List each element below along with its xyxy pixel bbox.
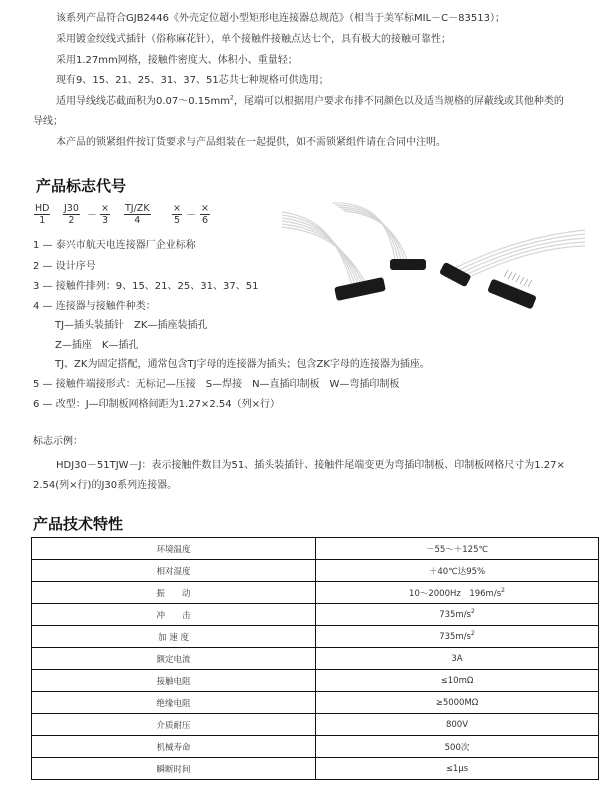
- spec-value-text: ＋40℃达95%: [428, 566, 486, 577]
- spec-row: [32, 560, 599, 582]
- spec-value: [316, 626, 599, 648]
- spec-label: 绝缘电阻: [32, 692, 316, 714]
- spec-label: 介质耐压: [32, 714, 316, 736]
- spec-label: 加 速 度: [32, 626, 316, 648]
- intro-line-wire-cont: 导线；: [33, 116, 63, 127]
- designation-item-4: 4 — 连接器与接触件种类：: [33, 301, 156, 312]
- code-part-5-top: ×: [173, 203, 181, 214]
- connector-left: [334, 277, 386, 301]
- connector-product-image: [280, 190, 600, 315]
- code-part-2-bottom: 2: [68, 215, 75, 226]
- code-part-5-bottom: 5: [173, 215, 180, 226]
- pcb-pins: [504, 270, 532, 287]
- wire-sup: 2: [230, 94, 234, 102]
- intro-line-grid: 采用1.27mm网格，接触件密度大、体积小、重量轻；: [56, 55, 298, 66]
- connector-right-plug: [439, 262, 472, 288]
- spec-row: [32, 692, 599, 714]
- intro-line-standard: 该系列产品符合GJB2446《外壳定位超小型矩形电连接器总规范》（相当于美军标MIL－C－83513）；: [56, 13, 505, 24]
- code-part-5: [172, 203, 182, 227]
- example-line-2: 2.54(列×行)的J30系列连接器。: [33, 480, 178, 491]
- code-part-3: [100, 203, 110, 227]
- designation-item-4b: Z—插座 K—插孔: [55, 340, 139, 351]
- code-part-4: [124, 203, 151, 227]
- spec-label: 机械寿命: [32, 736, 316, 758]
- spec-row: [32, 648, 599, 670]
- spec-value-sup: 2: [470, 607, 475, 615]
- spec-value-text: 3A: [451, 653, 463, 664]
- spec-row: [32, 626, 599, 648]
- spec-value: [316, 692, 599, 714]
- wire-bundle-left: [282, 212, 367, 285]
- spec-value: [316, 714, 599, 736]
- designation-item-4a: TJ—插头装插针 ZK—插座装插孔: [55, 320, 208, 331]
- code-part-4-top: TJ/ZK: [125, 203, 150, 214]
- spec-label: 额定电流: [32, 648, 316, 670]
- designation-item-4c: TJ、ZK为固定搭配，通常包含TJ字母的连接器为插头；包含ZK字母的连接器为插座。: [55, 359, 430, 370]
- spec-value-text: 735m/s: [439, 631, 471, 642]
- code-part-4-bottom: 4: [134, 215, 141, 226]
- wire-bundle-middle: [332, 203, 407, 260]
- spec-value-text: 800V: [445, 719, 469, 730]
- code-part-6-bottom: 6: [201, 215, 208, 226]
- spec-value-text: 10～2000Hz 196m/s: [409, 588, 502, 599]
- code-part-2-top: J30: [64, 203, 79, 214]
- wire-bundle-right: [453, 230, 585, 281]
- spec-label: 瞬断时间: [32, 758, 316, 780]
- code-dash-1: －: [87, 210, 97, 221]
- spec-row: [32, 758, 599, 780]
- designation-item-2: 2 — 设计序号: [33, 261, 96, 272]
- code-part-2: [63, 203, 80, 227]
- code-part-6-top: ×: [201, 203, 209, 214]
- spec-label: 振 动: [32, 582, 316, 604]
- connector-shells: [334, 259, 537, 309]
- spec-value: [316, 604, 599, 626]
- spec-label: 相对湿度: [32, 560, 316, 582]
- specs-title: 产品技术特性: [33, 515, 124, 533]
- intro-line-lock: 本产品的锁紧组件按订货要求与产品组装在一起提供，如不需锁紧组件请在合同中注明。: [56, 137, 446, 148]
- designation-item-1: 1 — 泰兴市航天电连接器厂企业标称: [33, 240, 196, 251]
- spec-value-text: 735m/s: [439, 609, 471, 620]
- spec-row: [32, 736, 599, 758]
- wire-text-a: 适用导线线芯截面积为0.07～0.15mm: [56, 96, 231, 107]
- spec-row: [32, 714, 599, 736]
- code-part-1-top: HD: [35, 203, 50, 214]
- spec-value: [316, 670, 599, 692]
- spec-label: 接触电阻: [32, 670, 316, 692]
- spec-row: [32, 670, 599, 692]
- spec-row: [32, 538, 599, 560]
- spec-value-text: ≤1μs: [445, 763, 469, 774]
- connector-right-pcb: [487, 279, 537, 310]
- example-title: 标志示例：: [33, 436, 83, 447]
- code-part-1-bottom: 1: [39, 215, 46, 226]
- spec-value-text: ≤10mΩ: [440, 675, 474, 686]
- intro-line-contact: 采用镀金绞线式插针（俗称麻花针），单个接触件接触点达七个，具有极大的接触可靠性；: [56, 34, 451, 45]
- spec-row: [32, 604, 599, 626]
- designation-item-3: 3 — 接触件排列：9、15、21、25、31、37、51: [33, 281, 259, 292]
- designation-item-5: 5 — 接触件端接形式：无标记—压接 S—焊接 N—直插印制板 W—弯插印制板: [33, 379, 400, 390]
- code-part-6: [200, 203, 210, 227]
- designation-item-6: 6 — 改型：J—印制板网格间距为1.27×2.54（列×行）: [33, 399, 280, 410]
- spec-value: [316, 736, 599, 758]
- code-part-3-top: ×: [101, 203, 109, 214]
- spec-value-sup: 2: [470, 629, 475, 637]
- spec-value-text: ≥5000MΩ: [435, 697, 479, 708]
- connector-middle: [390, 259, 426, 270]
- spec-value: [316, 758, 599, 780]
- intro-line-sizes: 现有9、15、21、25、31、37、51芯共七种规格可供选用；: [56, 75, 329, 86]
- spec-value-text: －55～＋125℃: [425, 544, 489, 555]
- code-part-1: [34, 203, 50, 227]
- code-dash-2: －: [186, 210, 196, 221]
- specs-table: [31, 537, 599, 780]
- spec-label: 冲 击: [32, 604, 316, 626]
- designation-title: 产品标志代号: [36, 177, 127, 195]
- intro-line-wire: [56, 96, 564, 108]
- spec-value-sup: 2: [501, 586, 505, 594]
- code-part-3-bottom: 3: [101, 215, 108, 226]
- spec-value-text: 500次: [444, 742, 470, 753]
- wire-text-b: ，尾端可以根据用户要求布排不同颜色以及适当规格的屏蔽线或其他种类的: [233, 96, 564, 107]
- example-line-1: HDJ30－51TJW－J：表示接触件数目为51、插头装插针、接触件尾端变更为弯插印制板、印制板网格尺寸为1.27×: [56, 460, 565, 471]
- spec-label: 环境温度: [32, 538, 316, 560]
- spec-row: [32, 582, 599, 604]
- spec-value: [316, 582, 599, 604]
- spec-value: [316, 538, 599, 560]
- spec-value: [316, 560, 599, 582]
- spec-value: [316, 648, 599, 670]
